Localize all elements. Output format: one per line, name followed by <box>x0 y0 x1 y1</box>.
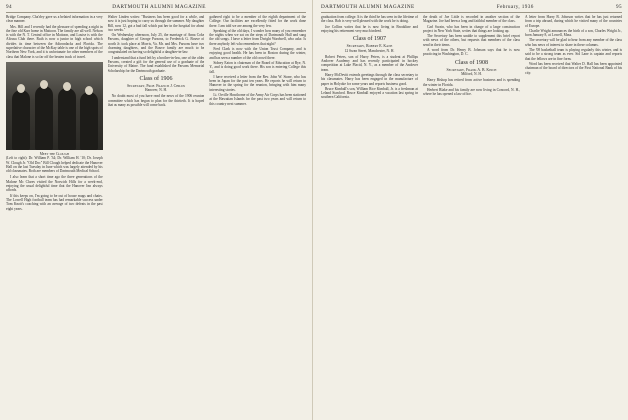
paragraph: Herbert Blake and his family are now living in Concord, N. H., where he has opened a law office. <box>423 87 520 97</box>
page-number: 94 <box>6 4 12 10</box>
paragraph: The '08 basketball team is playing regularly this winter, and is said to be a strong team as ever. Sid Lane is captain and reports that the fellows are in fine form. <box>525 48 622 61</box>
left-columns <box>6 15 306 419</box>
person-figure <box>80 92 98 150</box>
right-column-2 <box>423 15 520 419</box>
class-heading: Class of 1908 <box>455 59 488 66</box>
paragraph: Joe Collins writes that he is now living in Brookline and enjoying his retirement very much indeed. <box>321 24 418 33</box>
person-face <box>40 80 48 89</box>
paragraph: Charlie Wright announces the birth of a son, Charles Wright Jr., born January 8, at Lowell, Mass. <box>525 28 622 38</box>
issue-date: February, 1936 <box>496 4 534 10</box>
paragraph: Harry McDevitt extends greetings through the class secretary to his classmates. Harry has been engaged in the manufacture of paper in Holyoke for some years and reports business good. <box>321 72 418 86</box>
class-heading: Class of 1906 <box>139 75 173 82</box>
paragraph: Lt. Orville Hawthorne of the Army Air Corps has been stationed at the Hawaiian Islands for the past two years and will return to this country next summer. <box>209 93 307 106</box>
paragraph: A word from Dr. Henry B. Johnson says that he is now practicing in Washington, D. C. <box>423 48 520 57</box>
left-page <box>0 0 313 420</box>
class-heading: Class of 1907 <box>353 36 386 43</box>
paragraph: Word has been received that Walter D. Hall has been appointed chairman of the board of directors of the First National Bank of his city. <box>525 61 622 75</box>
person-face <box>85 86 93 95</box>
magazine-title: DARTMOUTH ALUMNI MAGAZINE <box>321 4 415 10</box>
left-column-2 <box>108 15 205 419</box>
group-photo <box>6 62 103 150</box>
class-secretary: Secretary, Frank A. B. Kinch <box>446 67 497 72</box>
left-column-1 <box>6 15 103 419</box>
class-secretary: Secretary, Prof. Francis J. Childs <box>126 83 186 88</box>
left-column-3 <box>209 15 306 419</box>
paragraph: I understand that a fund left by a brother-in-law, one of the older Parsons, created a gift for the general use of a graduate of the University of Maine. The fund established the Parsons Memorial Scholarship for the Dartmouth graduate. <box>107 55 205 73</box>
paragraph: I also learn that a short time ago the three generations of the Malone Mc Clares visited the Norwich Hills for a week-end, enjoying the usual delightful time that the Hanover Inn always affords. <box>6 175 103 193</box>
photo-caption <box>6 152 103 173</box>
paragraph: Carl Swain, who has been in charge of a large construction project in New York State, writes that things are looking up. <box>423 24 520 33</box>
paragraph: Mrs. Hill and I recently had the pleasure of spending a night in the fine old Karr home in Mattoon. The family are all well. Nelson is with the N. T. Central office in Mattoon, and Louise is with the Altrusa Club there. Ruth is now a junior in high school which divides its time between the Adirondacks and Florida. The superlative character of the McKay table is one of the high spots of Northern New York, and it is unfortunate for other members of the class that Malone is so far off the beaten track of travel. <box>6 24 103 59</box>
paragraph: the death of Joe Little is recorded in another section of the Magazine. Joe had been a long and faithful member of the class. <box>423 15 520 24</box>
right-column-3 <box>525 15 622 419</box>
page-header <box>321 4 622 13</box>
paragraph: Sidney Eaton is chairman of the Board of Education at Rye, N. Y., and is doing good work there. His son is entering College this fall. <box>209 60 307 74</box>
person-figure <box>12 90 30 150</box>
paragraph: The Secretary has been unable to supplement this brief report with news of the others, but requests that members of the class send in their items. <box>423 34 520 47</box>
person-figure <box>58 88 76 150</box>
caption-text: (Left to right): Dr. William P. '34; Dr. William H. '10; Dr. Joseph W. Clough Jr. "Old Doc" Bill Clough helped dedicate the Hanover Hall on the last Tuesday in June which was largely attended by his old classmates. Both are members of Dartmouth Medical School. <box>6 156 103 174</box>
magazine-title: DARTMOUTH ALUMNI MAGAZINE <box>112 4 206 10</box>
paragraph: graduation from college. It is the third he has seen in the lifetime of the class. Rob is very well pleased with the work he is doing. <box>321 15 418 24</box>
class-address: Milford, N. H. <box>461 72 482 77</box>
person-face <box>17 84 25 93</box>
paragraph: Bruce Kimball's son, William Rice Kimball, Jr. is a freshman at Leland Stanford. Bruce Kimball enjoyed a vacation last spring in southern California. <box>321 86 418 100</box>
class-address: 12 Swan Street, Manchester, N. H. <box>344 48 395 53</box>
paragraph: On Wednesday afternoon, July 25, the marriage of Anna Coke Parsons, daughter of George Parsons, to Frederick G. Bouve of worth Jr. took place at Morris, Va. Mr. and Mrs. Parsons have two charming daughters, and the Bouve family are much to be congratulated on having so delightful a daughter-in-law. <box>107 33 205 55</box>
page-header <box>6 4 306 13</box>
right-page <box>315 0 628 420</box>
person-figure <box>35 86 53 150</box>
paragraph: I have received a letter from the Rev. John W. Stone, who has been in Japan for the past ten years. He reports he will return to Hanover in the spring for the reunion, bringing with him many interesting stories. <box>209 74 307 92</box>
paragraph: gathered right to be a member of the eighth department of the College. Our facilities are excellently fitted for the work done there. I am told we are among the very few. <box>209 15 307 28</box>
right-column-1 <box>321 15 418 419</box>
caption-title: Meet the Clough <box>39 151 69 156</box>
paragraph: Robert Peters, son of Harry Peters, is a student at Phillips Andover Academy and has recently participated in hockey competition at Lake Placid, N. Y., as a member of the Andover team. <box>321 54 418 72</box>
right-columns <box>321 15 622 419</box>
class-address: Hanover, N. H. <box>145 88 167 93</box>
paragraph: If this keeps on, I'm going to be out of house mugs and chairs. The Lowell High football team has had remarkable success under Tom Knott's coaching with an average of two defeats in the past eight years. <box>6 193 103 211</box>
paragraph: Fred Clark is now with the Union Trust Company, and is enjoying good health. He has been in Boston during the winter, and has seen a number of the old crowd there. <box>209 47 307 60</box>
paragraph: No doubt most of you have read the news of the 1906 reunion committee which has begun to plan for the thirtieth. It is hoped that as many as possible will come back. <box>107 94 205 108</box>
paragraph: The secretary will be glad to hear from any member of the class who has news of interest to share in these columns. <box>525 38 622 47</box>
paragraph: Walter Linden writes: "Business has been good for a while, and now it is just hoping to carry us through the summer. My daughter Bill, now 12, got a bad fall which put her in the hospital for about two weeks." <box>107 15 205 32</box>
person-face <box>63 82 71 91</box>
paragraph: Harry Bishop has retired from active business and is spending the winter in Florida. <box>423 78 520 87</box>
paragraph: A letter from Harry B. Johnson writes that he has just returned from a trip abroad, during which he visited many of the countries of Europe. <box>525 15 622 28</box>
page-number: 95 <box>615 4 622 10</box>
class-secretary: Secretary, Robert E. Kane <box>346 44 393 49</box>
paragraph: Bridge Company. Cha'rley gave us a belated information in a very clear manner. <box>6 15 103 24</box>
paragraph: Speaking of the old days, I wonder how many of you remember the nights when we sat on the steps of Dartmouth Hall and sang the old songs. I have a letter from Dwight Wardwell, who asks: Is there anybody left who remembers that night? <box>209 28 307 46</box>
